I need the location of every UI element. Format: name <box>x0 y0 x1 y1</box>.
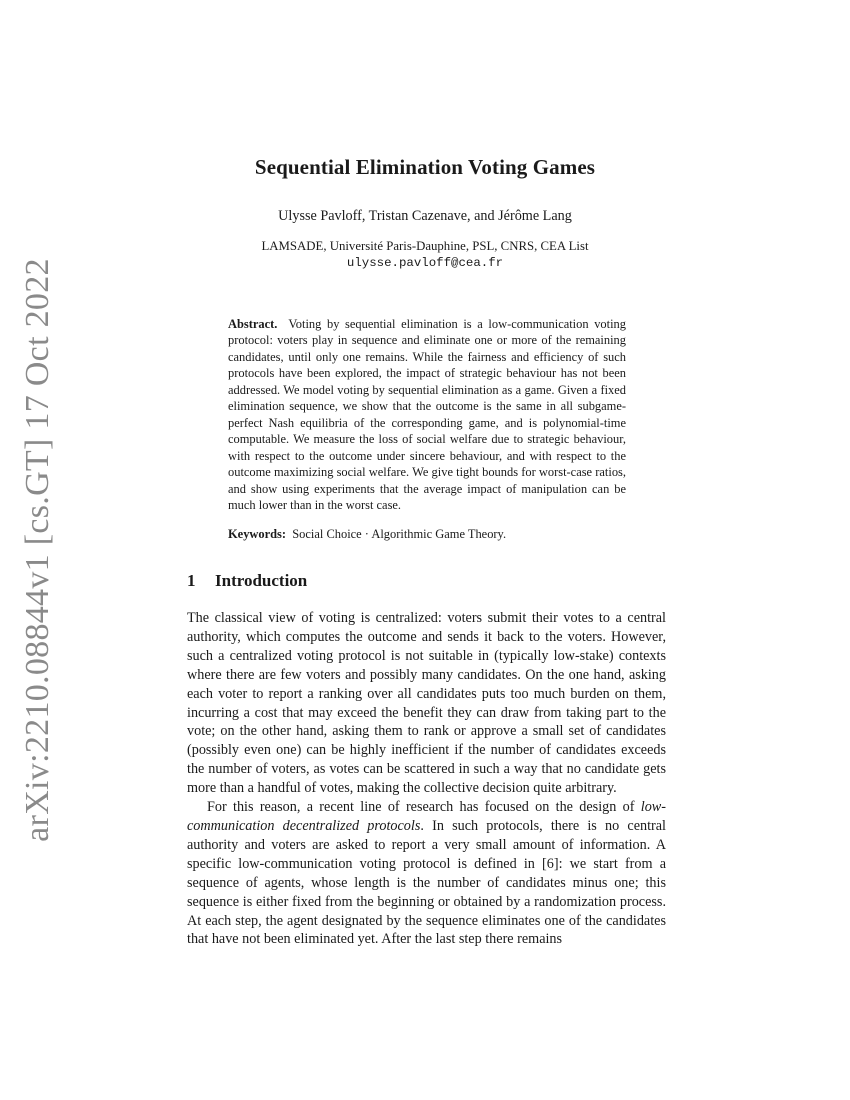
paper-title: Sequential Elimination Voting Games <box>254 155 596 179</box>
keywords-text: Social Choice · Algorithmic Game Theory. <box>292 527 507 541</box>
keywords <box>228 527 626 542</box>
keywords-label: Keywords: <box>228 527 287 541</box>
affiliation: LAMSADE, Université Paris-Dauphine, PSL, CNRS, CEA List <box>261 239 589 253</box>
author-email: ulysse.pavloff@cea.fr <box>346 256 504 270</box>
author-list: Ulysse Pavloff, Tristan Cazenave, and Jérôme Lang <box>278 208 572 224</box>
arxiv-side-stamp <box>10 258 66 842</box>
abstract-label: Abstract. <box>228 317 278 331</box>
paragraph-1: The classical view of voting is centralized: voters submit their votes to a central authority, which computes the outcome and sends it back to the voters. However, such a centralized voting protocol is not suitable in (typically low-stake) contexts where there are few voters and possibly many candidates. On the one hand, asking each voter to report a ranking over all candidates puts too much burden on them, incurring a cost that may exceed the benefit they can draw from taking part to the vote; on the other hand, asking them to rank or approve a small set of candidates (possibly even one) can be highly inefficient if the number of candidates exceeds the number of voters, as votes can be scattered in such a way that no candidate gets more than a handful of votes, making the collective decision quite arbitrary. <box>187 610 666 797</box>
section-title: Introduction <box>215 571 308 590</box>
paragraph-2-start: For this reason, a recent line of research has focused on the design of <box>207 799 641 816</box>
paragraph-2 <box>187 798 666 949</box>
arxiv-identifier: arXiv:2210.08844v1 [cs.GT] 17 Oct 2022 <box>19 258 57 842</box>
body-text <box>187 609 666 949</box>
affiliation-block <box>0 238 850 272</box>
paragraph-2-emphasis: low-communication decentralized protocols <box>187 799 666 834</box>
section-number: 1 <box>187 571 196 590</box>
section-heading <box>187 571 307 591</box>
abstract <box>228 316 626 513</box>
paragraph-2-rest: . In such protocols, there is no central authority and voters are asked to report a very small amount of information. A specific low-communication voting protocol is defined in [6]: we start from a sequence of agents, whose length is the number of candidates minus one; this sequence is either fixed from the beginning or obtained by a randomization process. At each step, the agent designated by the sequence eliminates one of the candidates that have not been eliminated yet. After the last step there remains <box>187 817 666 948</box>
abstract-text: Voting by sequential elimination is a low-communication voting protocol: voters play in sequence and eliminate one or more of the remaining candidates, until only one remains. While the fairness and efficiency of such protocols have been explored, the impact of strategic behaviour has not been addressed. We model voting by sequential elimination as a game. Given a fixed elimination sequence, we show that the outcome is the same in all subgame-perfect Nash equilibria of the corresponding game, and is polynomial-time computable. We measure the loss of social welfare due to strategic behaviour, with respect to the outcome under sincere behaviour, and with respect to the outcome maximizing social welfare. We give tight bounds for worst-case ratios, and show using experiments that the average impact of manipulation can be much lower than in the worst case. <box>228 317 626 512</box>
